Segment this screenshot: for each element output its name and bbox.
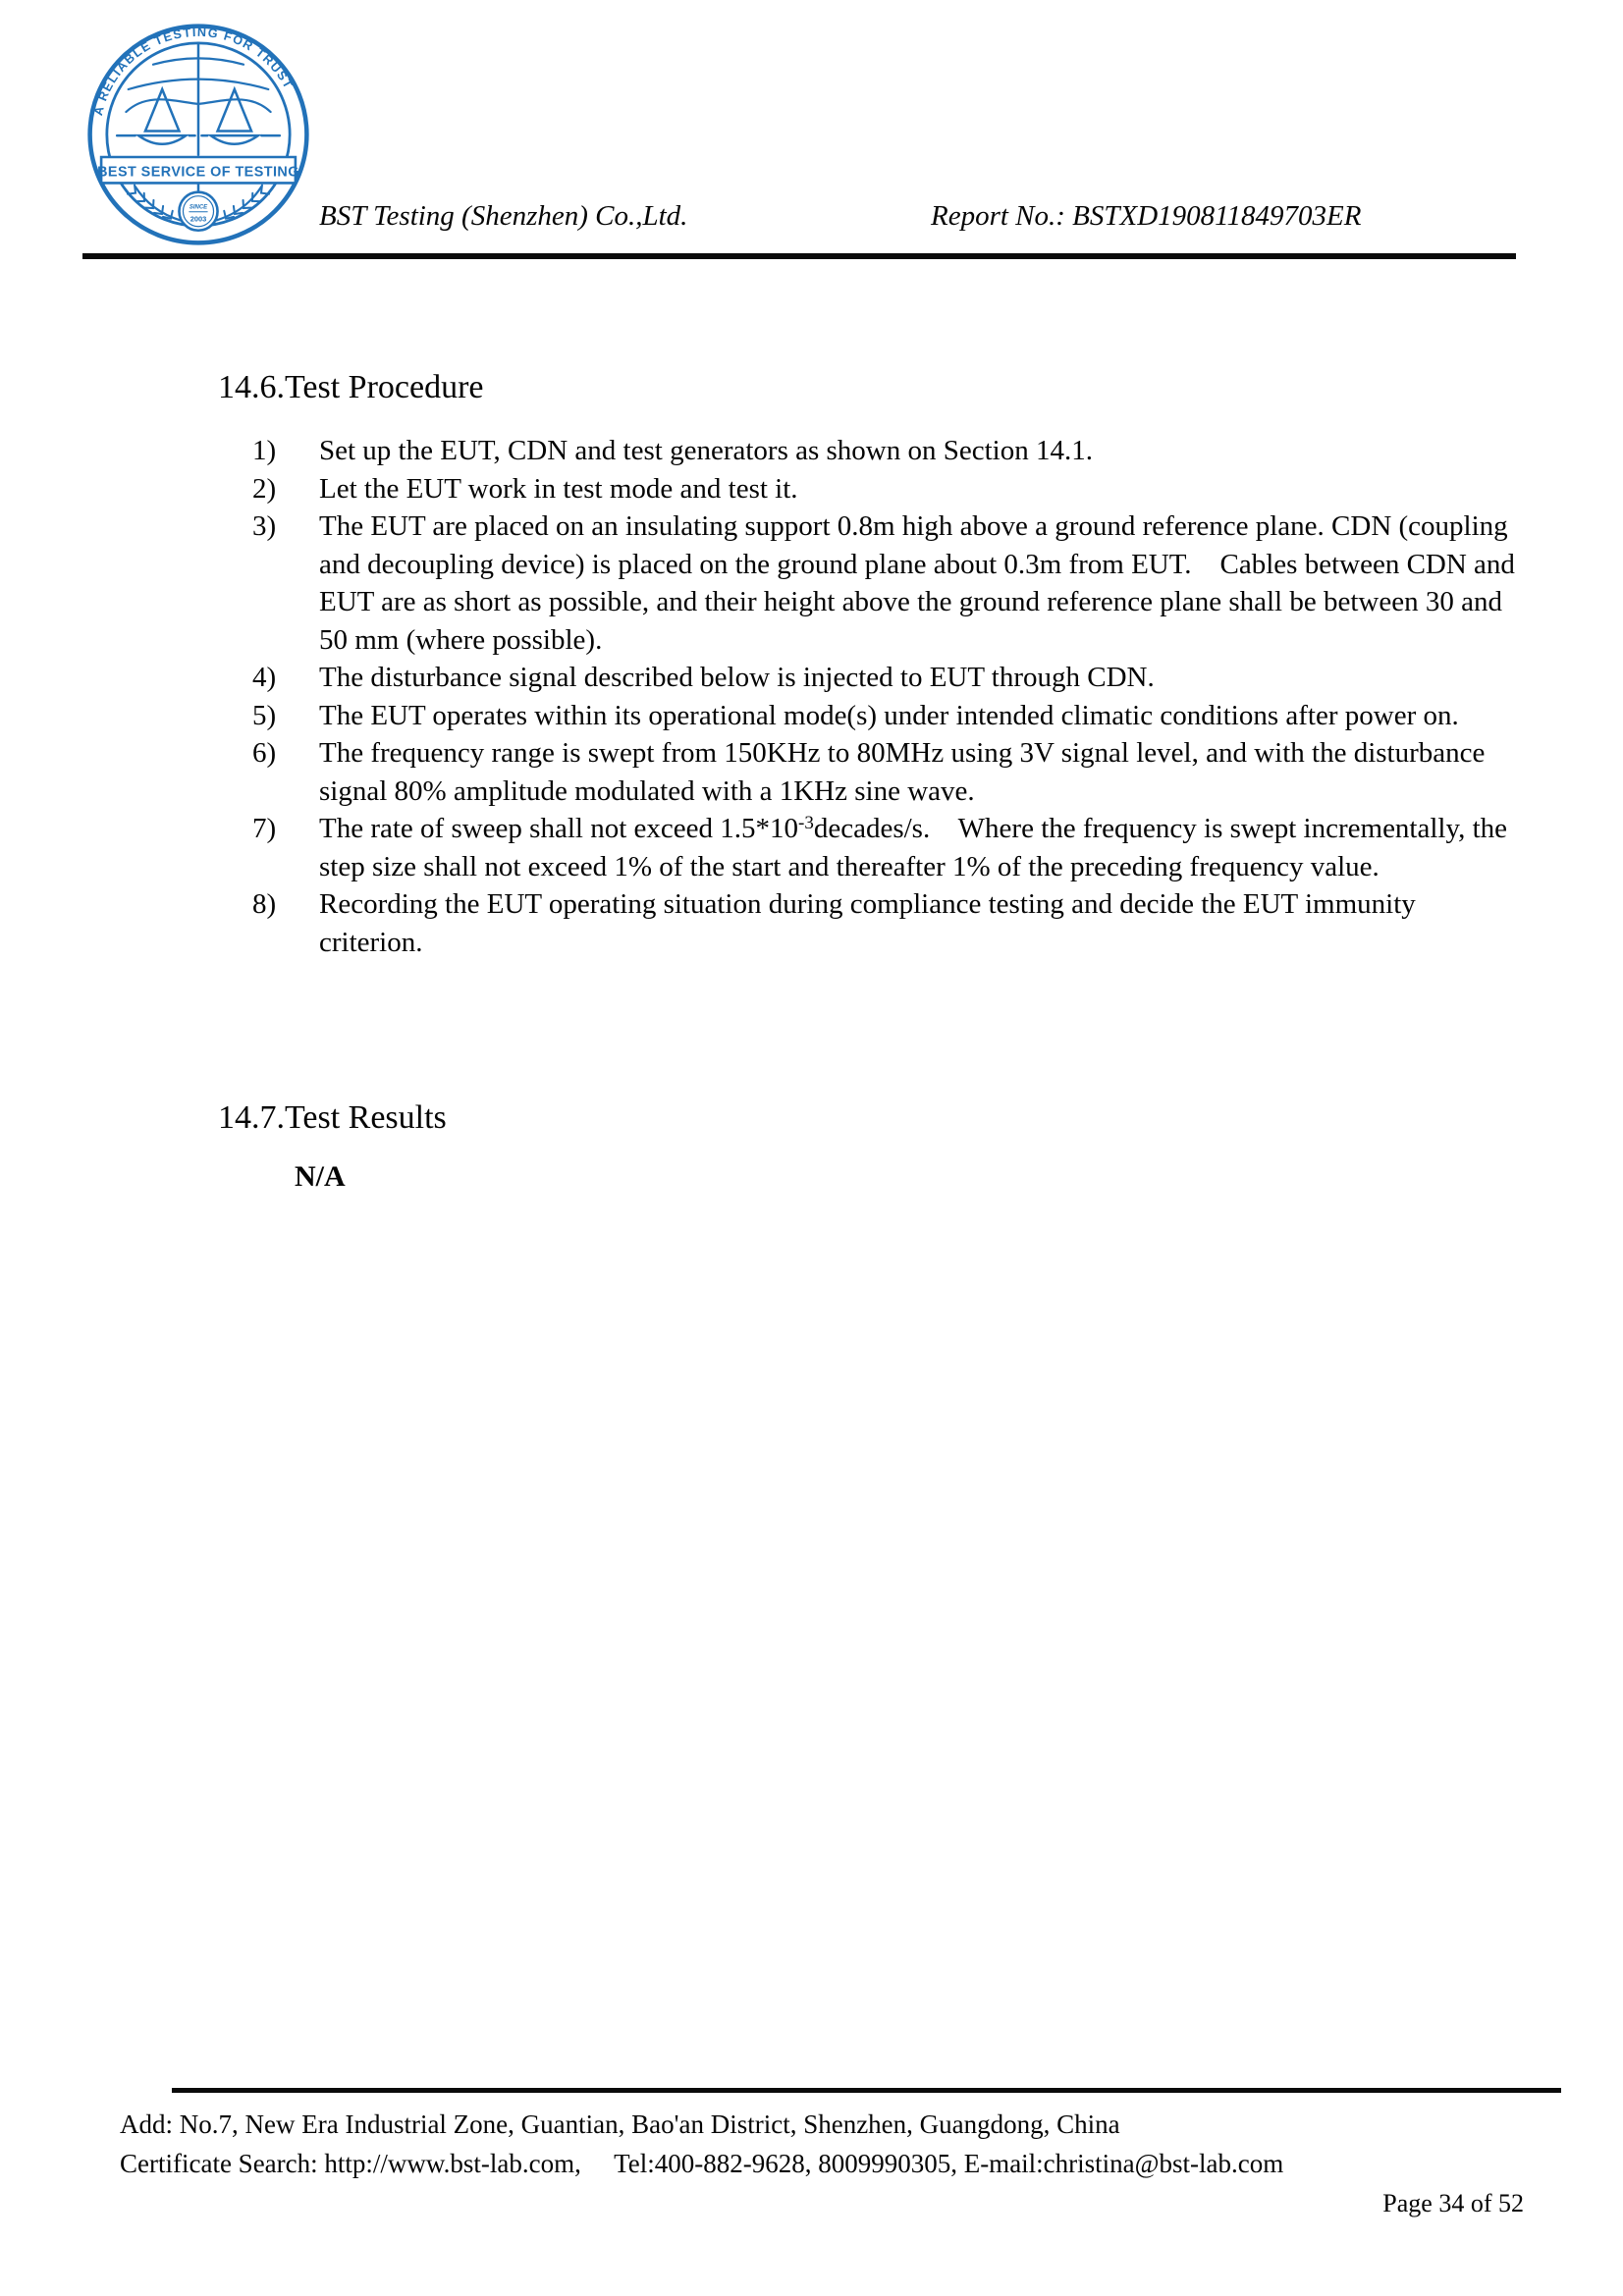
header-rule [82, 253, 1516, 259]
bst-logo-icon [84, 22, 312, 247]
item-text: Recording the EUT operating situation during compliance testing and decide the EUT immunity criterion. [319, 888, 1424, 958]
procedure-item [252, 659, 1529, 697]
superscript-exponent: -3 [798, 813, 814, 833]
footer-address: Add: No.7, New Era Industrial Zone, Guantian, Bao'an District, Shenzhen, Guangdong, China [120, 2109, 1120, 2139]
company-name: BST Testing (Shenzhen) Co.,Ltd. [319, 200, 688, 232]
logo-since-text: SINCE [189, 204, 208, 211]
procedure-item [252, 697, 1529, 735]
scale-icon [117, 89, 194, 144]
section-heading-test-procedure: 14.6.Test Procedure [218, 369, 484, 405]
procedure-item [252, 507, 1529, 659]
procedure-item [252, 885, 1529, 961]
test-results-value: N/A [295, 1160, 346, 1193]
item-text-post: decades/s. Where the frequency is swept incrementally, the step size shall not exceed 1% of the start and thereafter 1% of the preceding frequency value. [319, 813, 1515, 882]
item-text: The EUT operates within its operational mode(s) under intended climatic conditions after power on. [319, 699, 1459, 731]
item-text: The disturbance signal described below is injected to EUT through CDN. [319, 662, 1155, 693]
footer-rule [172, 2088, 1561, 2093]
item-text: The EUT are placed on an insulating support 0.8m high above a ground reference plane. CDN (coupling and decoupling device) is placed on the ground plane about 0.3m from EUT. Cables between CDN and EUT are as short as possible, and their height above the ground reference plane shall be between 30 and 50 mm (where possible). [319, 510, 1523, 656]
procedure-item [252, 432, 1529, 470]
item-text: Let the EUT work in test mode and test it. [319, 472, 798, 505]
procedure-list [252, 432, 1529, 961]
item-number: 5) [252, 699, 277, 731]
procedure-item [252, 734, 1529, 810]
since-badge [179, 192, 217, 231]
report-number: Report No.: BSTXD190811849703ER [931, 200, 1362, 232]
item-text-pre: The rate of sweep shall not exceed 1.5*10 [319, 813, 798, 844]
item-text: The frequency range is swept from 150KHz to 80MHz using 3V signal level, and with the disturbance signal 80% amplitude modulated with a 1KHz sine wave. [319, 737, 1492, 807]
footer-contact: Certificate Search: http://www.bst-lab.com, Tel:400-882-9628, 8009990305, E-mail:christina@bst-lab.com [120, 2149, 1284, 2178]
scale-icon [201, 89, 279, 144]
item-number: 7) [252, 813, 277, 844]
procedure-item [252, 470, 1529, 508]
logo-banner-text: BEST SERVICE OF TESTING [97, 164, 299, 181]
item-text: Set up the EUT, CDN and test generators as shown on Section 14.1. [319, 435, 1093, 466]
logo-since-year: 2003 [189, 214, 207, 224]
item-number: 8) [252, 888, 277, 920]
item-text [319, 810, 1517, 885]
item-number: 6) [252, 737, 277, 769]
item-number: 1) [252, 435, 277, 466]
procedure-item [252, 810, 1529, 885]
item-number: 2) [252, 472, 277, 505]
section-heading-test-results: 14.7.Test Results [218, 1099, 447, 1136]
item-number: 4) [252, 662, 277, 693]
logo-arc-text: A RELIABLE TESTING FOR TRUST [90, 25, 297, 118]
page-number: Page 34 of 52 [1382, 2189, 1524, 2217]
item-number: 3) [252, 510, 277, 542]
